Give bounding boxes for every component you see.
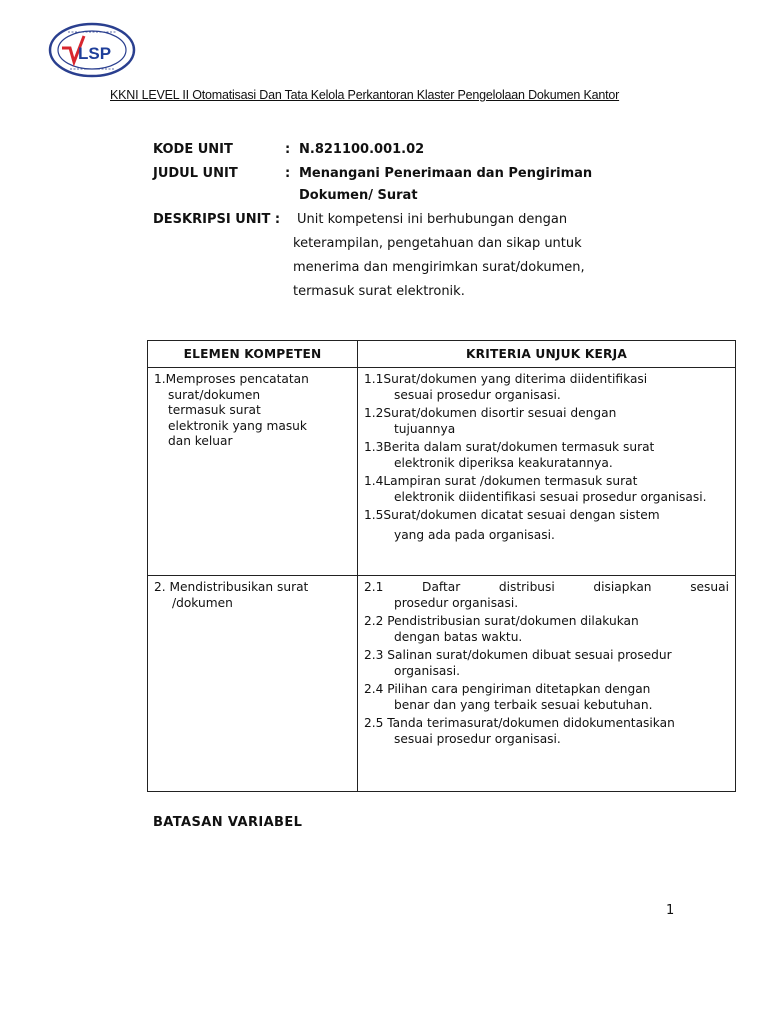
lsp-logo	[48, 22, 136, 78]
kriteria-item: 1.1Surat/dokumen yang diterima diidentifikasi sesuai prosedur organisasi.	[364, 372, 648, 402]
kriteria-cell	[358, 368, 736, 576]
kriteria-item: 2.2 Pendistribusian surat/dokumen dilakukan dengan batas waktu.	[364, 614, 639, 644]
elemen-cell	[148, 368, 358, 576]
elemen-text: 2. Mendistribusikan surat /dokumen	[154, 580, 309, 610]
table-row	[148, 368, 736, 576]
table-header-row	[148, 341, 736, 368]
kode-unit-colon: :	[285, 142, 291, 157]
judul-unit-label: JUDUL UNIT	[153, 166, 238, 181]
elemen-cell	[148, 576, 358, 792]
deskripsi-line: termasuk surat elektronik.	[293, 284, 465, 299]
deskripsi-unit-label: DESKRIPSI UNIT :	[153, 212, 281, 227]
lsp-logo-icon	[48, 22, 136, 78]
kriteria-item: 2.5 Tanda terimasurat/dokumen didokumentasikan sesuai prosedur organisasi.	[364, 716, 675, 746]
kriteria-item: 1.3Berita dalam surat/dokumen termasuk surat elektronik diperiksa keakuratannya.	[364, 440, 655, 470]
page-number: 1	[666, 903, 675, 918]
kriteria-item: 2.3 Salinan surat/dokumen dibuat sesuai prosedur organisasi.	[364, 648, 672, 678]
table-row	[148, 576, 736, 792]
document-header-title: KKNI LEVEL II Otomatisasi Dan Tata Kelola Perkantoran Klaster Pengelolaan Dokumen Kantor	[110, 88, 620, 102]
batasan-variabel-heading: BATASAN VARIABEL	[153, 815, 303, 830]
kriteria-item: 2.1 Daftar distribusi disiapkan sesuai prosedur organisasi.	[364, 580, 729, 610]
deskripsi-line: keterampilan, pengetahuan dan sikap untuk	[293, 236, 582, 251]
elemen-text: 1.Memproses pencatatan surat/dokumen termasuk surat elektronik yang masuk dan keluar	[154, 372, 309, 448]
deskripsi-line: Unit kompetensi ini berhubungan dengan	[297, 212, 568, 227]
judul-unit-value-line2: Dokumen/ Surat	[299, 188, 418, 203]
logo-text: LSP	[78, 44, 112, 63]
kriteria-item: 1.2Surat/dokumen disortir sesuai dengan tujuannya	[364, 406, 617, 436]
judul-unit-value-line1: Menangani Penerimaan dan Pengiriman	[299, 166, 593, 181]
judul-unit-colon: :	[285, 166, 291, 181]
kriteria-item: 2.4 Pilihan cara pengiriman ditetapkan dengan benar dan yang terbaik sesuai kebutuhan.	[364, 682, 653, 712]
competency-table	[147, 340, 736, 792]
deskripsi-line: menerima dan mengirimkan surat/dokumen,	[293, 260, 585, 275]
kode-unit-label: KODE UNIT	[153, 142, 233, 157]
header-elemen-kompeten: ELEMEN KOMPETEN	[148, 341, 358, 368]
kriteria-item: 1.5Surat/dokumen dicatat sesuai dengan sistem yang ada pada organisasi.	[364, 508, 660, 542]
kriteria-item: 1.4Lampiran surat /dokumen termasuk surat elektronik diidentifikasi sesuai prosedur organisasi.	[364, 474, 707, 504]
kode-unit-value: N.821100.001.02	[299, 142, 425, 157]
kriteria-cell	[358, 576, 736, 792]
header-kriteria-unjuk-kerja: KRITERIA UNJUK KERJA	[358, 341, 736, 368]
